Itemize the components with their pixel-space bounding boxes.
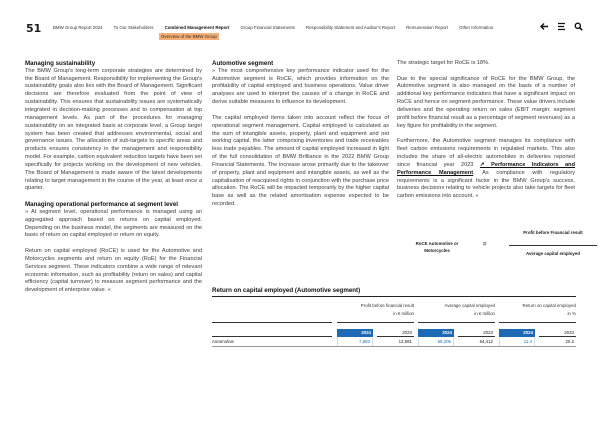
heading-automotive-segment: Automotive segment xyxy=(212,60,274,67)
nav-item-remuneration-report[interactable]: Remuneration Report xyxy=(406,25,449,30)
nav-item-responsibility-statement[interactable]: Responsibility Statement and Auditor's Report xyxy=(305,25,396,30)
group-header-capital xyxy=(418,302,495,323)
formula-equals: = xyxy=(483,242,487,248)
formula-numerator: Profit before Financial result xyxy=(523,230,583,235)
toolbar-icons xyxy=(540,22,583,31)
group-unit: in % xyxy=(567,310,576,316)
paragraph: The strategic target for RoCE is 18%. xyxy=(397,60,490,66)
performance-indicators-link[interactable]: ↗ Performance Indicators and Performance Management xyxy=(397,161,575,176)
year-2024: 2024 xyxy=(337,329,373,337)
paragraph-text: Furthermore, the Automotive segment manages its compliance with fleet carbon emissions requirements in regulated markets. This also includes the share of all-electric automobiles in deliveries reported since financial year 2023 xyxy=(397,138,575,168)
table-row xyxy=(212,337,576,347)
group-unit: in € million xyxy=(474,310,495,316)
section-nav xyxy=(53,25,504,30)
cell-profit-2024: 7,893 xyxy=(337,338,373,346)
top-navigation-bar xyxy=(0,0,600,48)
group-unit: in € million xyxy=(393,310,414,316)
column-right xyxy=(397,60,575,209)
cell-capital-2024: 69,205 xyxy=(418,338,454,346)
row-label: Automotive xyxy=(212,339,234,344)
nav-item-stakeholders[interactable]: To Our Stakeholders xyxy=(113,25,154,30)
formula-lhs: RoCE Automotive or Motorcycles xyxy=(415,241,459,253)
paragraph: » The most comprehensive key performance indicator used for the Automotive segment is RoCE, which provides information on the profitability of capital employed and business operations. Value driver analyses are used to interpret the causes of a change in RoCE and derive suitable measures to influence its development. xyxy=(212,67,389,106)
cell-capital-2023: 64,412 xyxy=(479,339,493,344)
nav-item-financial-statements[interactable]: Group Financial Statements xyxy=(240,25,295,30)
table-title: Return on capital employed (Automotive segment) xyxy=(212,287,576,297)
nav-item-other-information[interactable]: Other Information xyxy=(459,25,494,30)
column-middle xyxy=(212,60,389,217)
table-header xyxy=(212,297,576,323)
menu-icon[interactable] xyxy=(557,22,566,31)
nav-item-management-report[interactable]: Combined Management Report xyxy=(164,25,230,30)
paragraph: Return on capital employed (RoCE) is used for the Automotive and Motorcycles segments and return on equity (RoE) for the Financial Services segment. These indicators combine a wide range of relevant economic information, such as profitability (return on sales) and capital efficiency (capital turnover) to measure segment performance and the development of enterprise value. « xyxy=(25,248,202,294)
group-label: Return on capital employed xyxy=(522,303,576,308)
group-label: Average capital employed xyxy=(444,303,495,308)
nav-item-report[interactable]: BMW Group Report 2024 xyxy=(53,25,103,30)
group-label: Profit before financial result xyxy=(360,303,414,308)
year-2024: 2024 xyxy=(418,329,454,337)
heading-operational-performance: Managing operational performance at segment level xyxy=(25,201,179,209)
year-2023: 2023 xyxy=(377,329,414,337)
paragraph: » At segment level, operational performance is managed using an aggregated approach based on returns on capital employed. Depending on the business model, the segments are measured on the basis of return on capital employed or return on equity. xyxy=(25,208,202,239)
back-arrow-icon[interactable] xyxy=(540,22,549,31)
year-2023: 2023 xyxy=(458,329,495,337)
group-header-profit xyxy=(337,302,414,323)
year-2024: 2024 xyxy=(499,329,535,337)
heading-managing-sustainability: Managing sustainability xyxy=(25,60,96,67)
year-header-row xyxy=(212,323,576,337)
search-icon[interactable] xyxy=(574,22,583,31)
paragraph-text: . As compliance with regulatory requirements is a significant factor in the BMW Group's success, business decisions relating to vehicle projects also take targets for fleet carbon emissions into account. « xyxy=(397,169,575,200)
paragraph: The capital employed items taken into account reflect the focus of operational segment management. Capital employed is calculated as the sum of intangible assets, property, plant and equipment and net working capital, the latter comprising inventories and trade receivables less trade payables. The amount of capital employed increased in light of the full consolidation of BMW Brilliance in the 2022 BMW Group Financial Statements. The increase arose primarily due to the takeover of property, plant and equipment and intangible assets, as well as the capitalisation of reacquired rights in conjunction with the purchase price allocation. The RoCE will be impacted temporarily by the higher capital base as well as the related amortisation expense expected to be recorded. xyxy=(212,114,389,208)
roce-formula xyxy=(413,228,588,273)
fraction-bar xyxy=(509,245,597,246)
paragraph xyxy=(397,138,575,201)
cell-profit-2023: 12,981 xyxy=(398,339,412,344)
page-number: 51 xyxy=(26,22,42,35)
formula-denominator: Average capital employed xyxy=(525,251,580,256)
cell-roce-2024: 11.4 xyxy=(499,338,535,346)
group-header-roce xyxy=(499,302,576,323)
paragraph: The BMW Group's long-term corporate strategies are determined by the Board of Management. Responsibility for implementing the Group's sustainability goals also lies with the Board of Management. Significant decisions are therefore evaluated from the point of view of sustainability. This ensures that sustainability issues are systematically integrated in decision-making processes and to compensation at top management levels. As part of the procedures for managing sustainability on an integrated basis at corporate level, a Group target system has been created that addresses environmental, social and governance issues. The allocation of sub-targets to specific areas and products ensures consistency in the management and responsibility model. For example, carbon equivalent reduction targets have been set specifically for projects working on the development of new vehicles. The Board of Management is made aware of the latest developments relating to target management in the course of the year, at least once a quarter. xyxy=(25,67,202,192)
subnav-overview[interactable]: Overview of the BMW Group xyxy=(161,34,217,39)
roce-table xyxy=(212,287,576,347)
column-left xyxy=(25,60,202,303)
cell-roce-2023: 20.2 xyxy=(565,339,574,344)
paragraph: Due to the special significance of RoCE for the BMW Group, the Automotive segment is also managed on the basis of a number of additional key performance indicators that have a significant impact on RoCE and hence on segment performance. These value drivers include deliveries and the operating return on sales (EBIT margin: segment profit before financial result as a percentage of segment revenues) as a key figure for profitability in the segment. xyxy=(397,75,575,129)
year-2023: 2023 xyxy=(539,329,576,337)
